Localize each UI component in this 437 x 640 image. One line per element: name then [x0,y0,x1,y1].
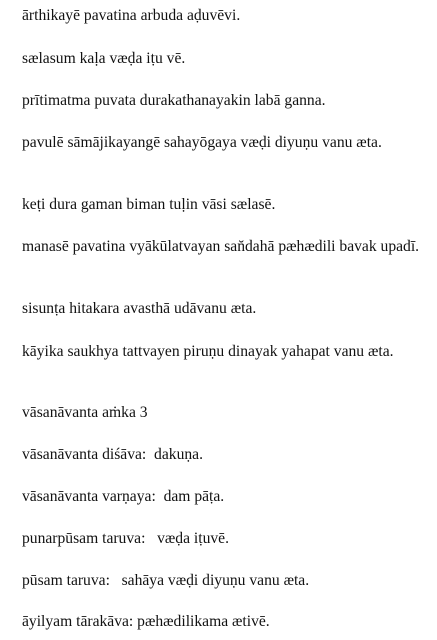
text-line: punarpūsam taruva: væḍa iṭuvē. [22,530,229,547]
text-line: manasē pavatina vyākūlatvayan san̆dahā pæhædili bavak upadī. [22,238,420,255]
text-line: vāsanāvanta aṁka 3 [22,404,148,421]
text-line: vāsanāvanta diśāva: dakuṇa. [22,446,203,463]
text-line: āyilyam tārakāva: pæhædilikama ætivē. [22,613,270,630]
text-line: sælasum kaḷa væḍa iṭu vē. [22,50,186,67]
text-line: pūsam taruva: sahāya væḍi diyuṇu vanu æta. [22,572,310,589]
text-line: ārthikayē pavatina arbuda aḍuvēvi. [22,7,241,24]
text-line: prītimatma puvata durakathanayakin labā ganna. [22,92,326,109]
text-line: kāyika saukhya tattvayen piruṇu dinayak yahapat vanu æta. [22,343,394,360]
text-line: vāsanāvanta varṇaya: dam pāṭa. [22,488,225,505]
text-line: pavulē sāmājikayangē sahayōgaya væḍi diyuṇu vanu æta. [22,134,382,151]
text-line: keṭi dura gaman biman tuḷin vāsi sælasē. [22,196,276,213]
text-line: sisunṭa hitakara avasthā udāvanu æta. [22,300,257,317]
